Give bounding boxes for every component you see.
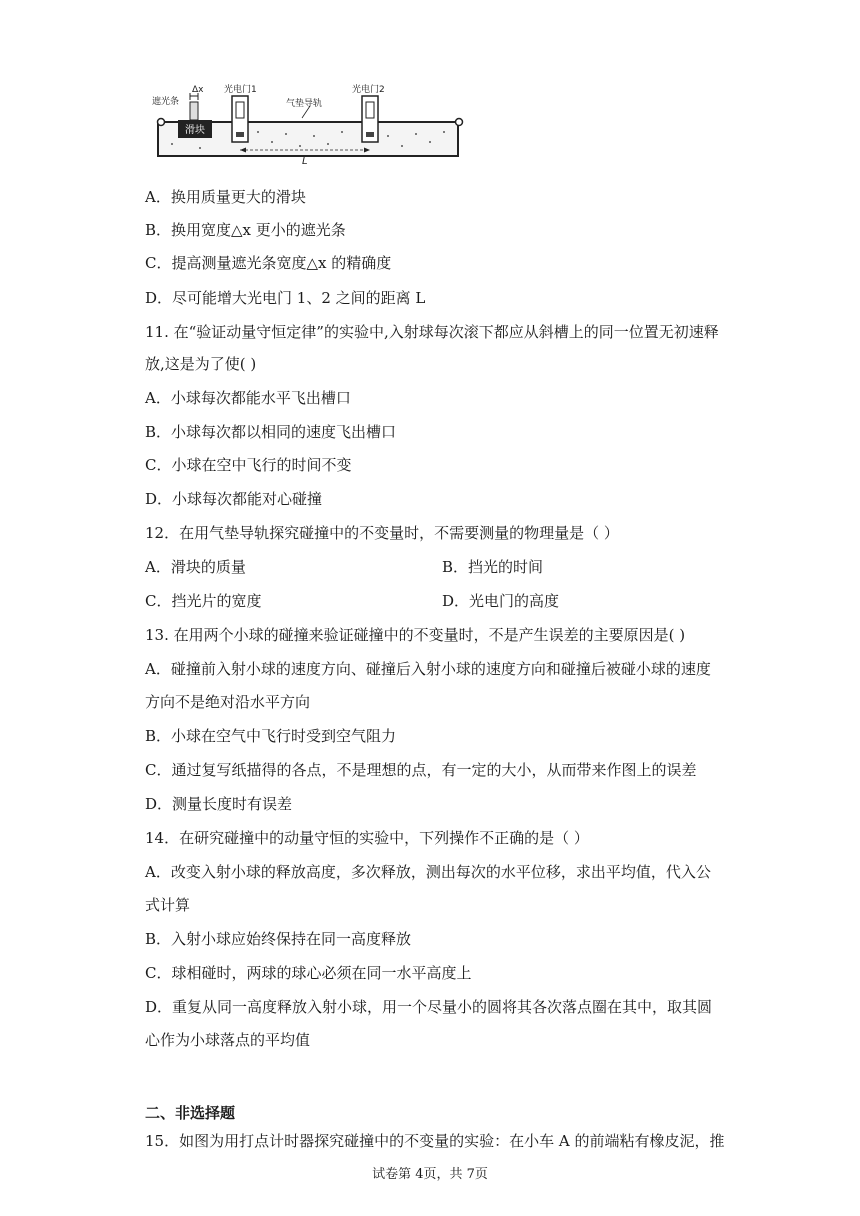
q11-stem-line2: 放,这是为了使( ) [145,355,257,373]
q14-stem: 14．在研究碰撞中的动量守恒的实验中，下列操作不正确的是（ ） [145,829,589,847]
q10-option-b: B．换用宽度△x 更小的遮光条 [145,221,346,239]
q15-stem: 15．如图为用打点计时器探究碰撞中的不变量的实验：在小车 A 的前端粘有橡皮泥，推 [145,1132,725,1150]
dx-label: Δx [192,85,204,95]
q13-option-b: B．小球在空气中飞行时受到空气阻力 [145,727,397,745]
q14-option-d-line1: D．重复从同一高度释放入射小球，用一个尽量小的圆将其各次落点圈在其中，取其圆 [145,998,713,1016]
slider-label: 滑块 [185,125,205,136]
q10-option-d: D．尽可能增大光电门 1、2 之间的距离 L [145,289,426,307]
q11-option-d: D．小球每次都能对心碰撞 [145,490,323,508]
q13-option-d: D．测量长度时有误差 [145,795,293,813]
q12-option-d: D．光电门的高度 [442,592,560,610]
q11-option-c: C．小球在空中飞行的时间不变 [145,456,352,474]
q14-option-c: C．球相碰时，两球的球心必须在同一水平高度上 [145,964,472,982]
shading-strip [190,102,198,120]
q12-option-b: B．挡光的时间 [442,558,544,576]
air-track-label: 气垫导轨 [286,99,323,109]
q13-option-c: C．通过复写纸描得的各点，不是理想的点，有一定的大小，从而带来作图上的误差 [145,761,697,779]
air-track-diagram [152,84,472,164]
q12-option-a: A．滑块的质量 [145,558,246,576]
q12-stem: 12．在用气垫导轨探究碰撞中的不变量时，不需要测量的物理量是（ ） [145,524,619,542]
q13-stem: 13. 在用两个小球的碰撞来验证碰撞中的不变量时，不是产生误差的主要原因是( ) [145,626,686,644]
q11-option-a: A．小球每次都能水平飞出槽口 [145,389,351,407]
distance-L-label: L [302,156,308,164]
q10-option-a: A．换用质量更大的滑块 [145,188,306,206]
q11-stem-line1: 11. 在“验证动量守恒定律”的实验中,入射球每次滚下都应从斜槽上的同一位置无初速释 [145,323,719,341]
q14-option-a-line2: 式计算 [145,896,191,914]
q14-option-a-line1: A．改变入射小球的释放高度，多次释放，测出每次的水平位移，求出平均值，代入公 [145,863,711,881]
q12-option-c: C．挡光片的宽度 [145,592,262,610]
q10-option-c: C．提高测量遮光条宽度△x 的精确度 [145,254,392,272]
photogate-2-label: 光电门2 [352,85,385,95]
page-footer: 试卷第 4页，共 7页 [372,1167,488,1182]
q13-option-a-line1: A．碰撞前入射小球的速度方向、碰撞后入射小球的速度方向和碰撞后被碰小球的速度 [145,660,711,678]
shading-strip-label: 遮光条 [152,97,180,107]
photogate-1-label: 光电门1 [224,85,257,95]
q11-option-b: B．小球每次都以相同的速度飞出槽口 [145,423,397,441]
q13-option-a-line2: 方向不是绝对沿水平方向 [145,693,311,711]
q14-option-b: B．入射小球应始终保持在同一高度释放 [145,930,412,948]
q14-option-d-line2: 心作为小球落点的平均值 [145,1031,311,1049]
section-title: 二、非选择题 [145,1104,236,1122]
